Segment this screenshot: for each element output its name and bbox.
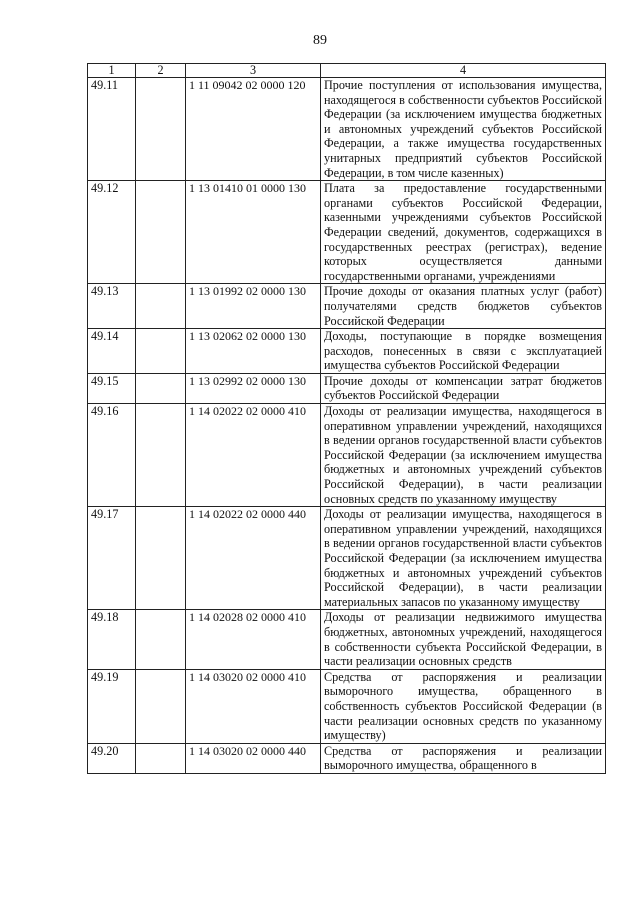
- row-code: 1 13 02062 02 0000 130: [186, 329, 321, 374]
- table-header-row: [88, 64, 606, 78]
- row-number: 49.15: [88, 373, 136, 403]
- revenue-codes-table: [87, 63, 606, 774]
- row-code: 1 14 03020 02 0000 410: [186, 669, 321, 743]
- row-number: 49.13: [88, 284, 136, 329]
- row-empty-cell: [136, 373, 186, 403]
- row-code: 1 13 01410 01 0000 130: [186, 181, 321, 284]
- column-header-1: 1: [88, 64, 136, 78]
- row-code: 1 14 02022 02 0000 440: [186, 507, 321, 610]
- page-number: 89: [313, 33, 327, 48]
- row-number: 49.11: [88, 78, 136, 181]
- row-empty-cell: [136, 181, 186, 284]
- row-description: Прочие доходы от оказания платных услуг (работ) получателями средств бюджетов субъектов Российской Федерации: [321, 284, 606, 329]
- row-empty-cell: [136, 669, 186, 743]
- row-empty-cell: [136, 743, 186, 773]
- table-row: [88, 743, 606, 773]
- column-header-3: 3: [186, 64, 321, 78]
- table-row: [88, 329, 606, 374]
- row-description: Плата за предоставление государственными органами субъектов Российской Федерации, казенными учреждениями субъектов Российской Федерации сведений, документов, содержащихся в государственных реестрах (регистрах), ведение которых осуществляется данными государственными органами, учреждениями: [321, 181, 606, 284]
- row-description: Средства от распоряжения и реализации выморочного имущества, обращенного в собственность субъектов Российской Федерации (в части реализации основных средств по указанному имуществу): [321, 669, 606, 743]
- table-row: [88, 373, 606, 403]
- row-code: 1 14 03020 02 0000 440: [186, 743, 321, 773]
- row-empty-cell: [136, 610, 186, 669]
- column-header-4: 4: [321, 64, 606, 78]
- row-code: 1 13 02992 02 0000 130: [186, 373, 321, 403]
- row-number: 49.18: [88, 610, 136, 669]
- row-description: Доходы от реализации недвижимого имущества бюджетных, автономных учреждений, находящегося в собственности субъекта Российской Федерации, в части реализации основных средств: [321, 610, 606, 669]
- row-number: 49.19: [88, 669, 136, 743]
- table-row: [88, 404, 606, 507]
- row-number: 49.14: [88, 329, 136, 374]
- row-description: Доходы, поступающие в порядке возмещения расходов, понесенных в связи с эксплуатацией имущества субъектов Российской Федерации: [321, 329, 606, 374]
- row-empty-cell: [136, 404, 186, 507]
- row-code: 1 14 02022 02 0000 410: [186, 404, 321, 507]
- row-empty-cell: [136, 284, 186, 329]
- row-description: Прочие доходы от компенсации затрат бюджетов субъектов Российской Федерации: [321, 373, 606, 403]
- table-row: [88, 284, 606, 329]
- row-description: Доходы от реализации имущества, находящегося в оперативном управлении учреждений, находящихся в ведении органов государственной власти субъектов Российской Федерации (за исключением имущества бюджетных и автономных учреждений субъектов Российской Федерации), в части реализации материальных запасов по указанному имуществу: [321, 507, 606, 610]
- column-header-2: 2: [136, 64, 186, 78]
- row-number: 49.20: [88, 743, 136, 773]
- row-description: Прочие поступления от использования имущества, находящегося в собственности субъектов Российской Федерации (за исключением имущества бюджетных и автономных учреждений субъектов Российской Федерации, а также имущества государственных унитарных предприятий субъектов Российской Федерации, в том числе казенных): [321, 78, 606, 181]
- table-row: [88, 78, 606, 181]
- table-row: [88, 610, 606, 669]
- table-row: [88, 181, 606, 284]
- row-code: 1 13 01992 02 0000 130: [186, 284, 321, 329]
- row-description: Средства от распоряжения и реализации выморочного имущества, обращенного в: [321, 743, 606, 773]
- table-row: [88, 669, 606, 743]
- table-row: [88, 507, 606, 610]
- row-description: Доходы от реализации имущества, находящегося в оперативном управлении учреждений, находящихся в ведении органов государственной власти субъектов Российской Федерации (за исключением имущества бюджетных и автономных учреждений субъектов Российской Федерации), в части реализации основных средств по указанному имуществу: [321, 404, 606, 507]
- row-code: 1 14 02028 02 0000 410: [186, 610, 321, 669]
- row-code: 1 11 09042 02 0000 120: [186, 78, 321, 181]
- row-number: 49.12: [88, 181, 136, 284]
- row-empty-cell: [136, 78, 186, 181]
- row-number: 49.16: [88, 404, 136, 507]
- row-number: 49.17: [88, 507, 136, 610]
- row-empty-cell: [136, 507, 186, 610]
- row-empty-cell: [136, 329, 186, 374]
